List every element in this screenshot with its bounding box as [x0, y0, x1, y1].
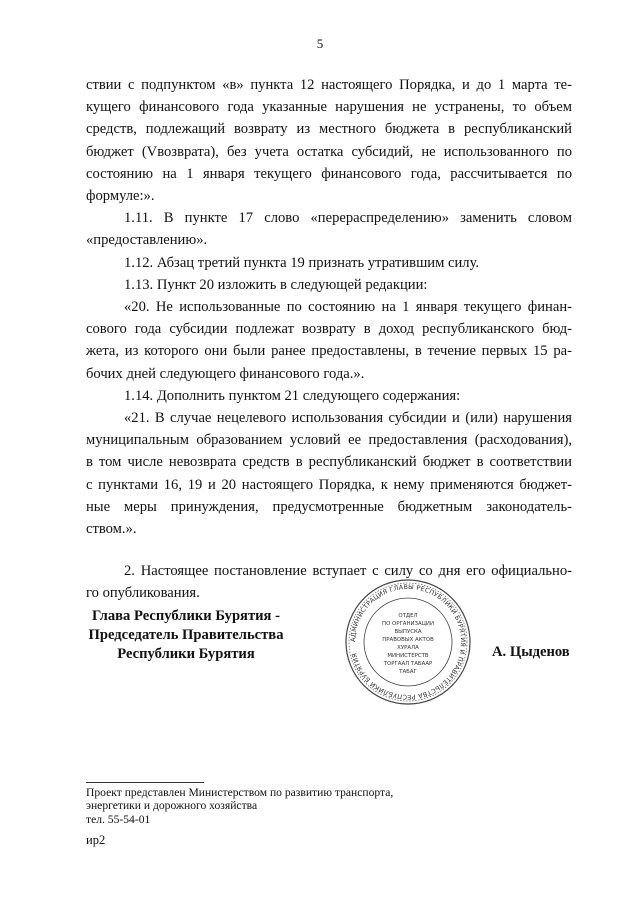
paragraph-1-13: 1.13. Пункт 20 изложить в следующей редакции:: [124, 276, 428, 293]
footnote-line: тел. 55-54-01: [86, 812, 151, 826]
text-line: «предоставлению».: [86, 232, 208, 249]
paragraph-21-quote: [86, 407, 572, 540]
text-line: «21. В случае нецелевого использования субсидии и (или) нарушения: [124, 410, 572, 427]
text-line: в том числе невозврата средств в республиканский бюджет в соответствии: [86, 454, 572, 471]
text-line: кущего финансового года указанные нарушения не устранены, то объем: [86, 99, 572, 116]
text-line: бочих дней следующего финансового года.».: [86, 365, 365, 382]
text-line: го опубликования.: [86, 585, 200, 602]
text-line: состоянию на 1 января текущего финансового года, рассчитывается по: [86, 165, 572, 182]
signatory-title-line: Председатель Правительства: [88, 627, 284, 643]
official-seal: [343, 577, 473, 707]
seal-inner-line: ВЫПУСКА: [394, 629, 422, 635]
document-code: ир2: [86, 833, 106, 847]
text-line: формуле:».: [86, 188, 155, 205]
seal-inner-line: ТАБАГ: [399, 669, 417, 675]
seal-inner-line: ХУРАЛА: [397, 645, 419, 651]
paragraph-2: [86, 560, 572, 604]
paragraph-20-quote: [86, 296, 572, 385]
text-line: ством.».: [86, 521, 137, 538]
text-line: сового года субсидии подлежат возврату в доход республиканского бюд-: [86, 321, 572, 338]
text-line: 1.11. В пункте 17 слово «перераспределению» заменить словом: [124, 210, 572, 227]
seal-inner-line: МИНИСТЕРСТВ: [387, 653, 429, 659]
seal-inner-line: ПО ОРГАНИЗАЦИИ: [382, 621, 434, 627]
paragraph-1-14: 1.14. Дополнить пунктом 21 следующего содержания:: [124, 387, 461, 404]
text-line: с пунктами 16, 19 и 20 настоящего Порядка, к нему применяются бюджет-: [86, 476, 572, 493]
signatory-title-line: Глава Республики Бурятия -: [92, 608, 280, 624]
seal-outer-text: АДМИНИСТРАЦИЯ ГЛАВЫ РЕСПУБЛИКИ БУРЯТИЯ И ПРАВИТЕЛЬСТВА РЕСПУБЛИКИ БУРЯТИЯ: [348, 582, 468, 702]
paragraph-1-12: 1.12. Абзац третий пункта 19 признать утратившим силу.: [124, 254, 480, 271]
seal-inner-line: ОТДЕЛ: [398, 613, 418, 619]
paragraph-1-11: [86, 207, 572, 251]
text-line: жета, из которого они были ранее предоставлены, в течение первых 15 ра-: [86, 343, 572, 360]
signatory-title: [86, 607, 286, 664]
text-line: ствии с подпунктом «в» пункта 12 настоящего Порядка, и до 1 марта те-: [86, 77, 572, 93]
text-line: 2. Настоящее постановление вступает с силу со дня его официально-: [124, 563, 572, 580]
signatory-name: А. Цыденов: [492, 644, 570, 660]
seal-inner-line: ТОРГААЛ ТАБААР: [383, 661, 433, 667]
text-line: ные меры принуждения, предусмотренные бюджетным законодатель-: [86, 498, 572, 515]
text-line: «20. Не использованные по состоянию на 1 января текущего финан-: [124, 299, 572, 316]
seal-inner-line: ПРАВОВЫХ АКТОВ: [382, 637, 434, 643]
text-line: муниципальным образованием условий ее предоставления (расходования),: [86, 432, 572, 449]
text-line: средств, подлежащий возврату из местного бюджета в республиканский: [86, 121, 572, 138]
footnote-line: Проект представлен Министерством по развитию транспорта,: [86, 786, 394, 799]
signatory-title-line: Республики Бурятия: [117, 646, 255, 662]
text-line: бюджет (Vвозврата), без учета остатка субсидий, не использованного по: [86, 143, 572, 160]
footnote: [86, 786, 486, 826]
footnote-divider: [86, 782, 204, 783]
paragraph-1: [86, 74, 572, 207]
document-body: [86, 74, 572, 605]
footnote-line: энергетики и дорожного хозяйства: [86, 799, 258, 813]
page-number: 5: [316, 36, 324, 51]
